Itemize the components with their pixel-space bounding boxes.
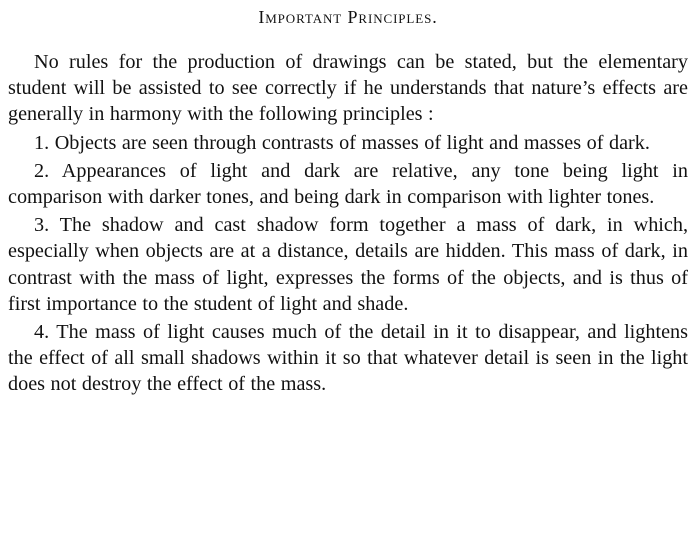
principle-number: 3. xyxy=(34,214,50,237)
principle-2 xyxy=(8,158,688,210)
principle-3 xyxy=(8,212,688,317)
intro-paragraph: No rules for the production of drawings can be stated, but the elementary student will be assisted to see correctly if he understands that nature’s effects are generally in harmony with the following principles : xyxy=(8,51,688,126)
principle-number: 4. xyxy=(34,321,50,344)
principle-text: The mass of light causes much of the detail in it to disappear, and lightens the effect of all small shadows within it so that whatever detail is seen in the light does not destroy the effect of the mass. xyxy=(8,321,688,396)
principle-text: Appearances of light and dark are relative, any tone being light in comparison with darker tones, and being dark in comparison with lighter tones. xyxy=(8,159,688,209)
principle-text: Objects are seen through contrasts of masses of light and masses of dark. xyxy=(54,131,650,154)
principle-text: The shadow and cast shadow form together a mass of dark, in which, especially when objects are at a distance, details are hidden. This mass of dark, in contrast with the mass of light, expresses the forms of the objects, and is thus of first importance to the student of light and shade. xyxy=(8,214,688,315)
principle-number: 1. xyxy=(34,131,50,154)
principle-4 xyxy=(8,319,688,398)
page-heading: Important Principles. xyxy=(258,7,438,27)
principle-1 xyxy=(8,130,688,156)
principle-number: 2. xyxy=(34,159,50,182)
